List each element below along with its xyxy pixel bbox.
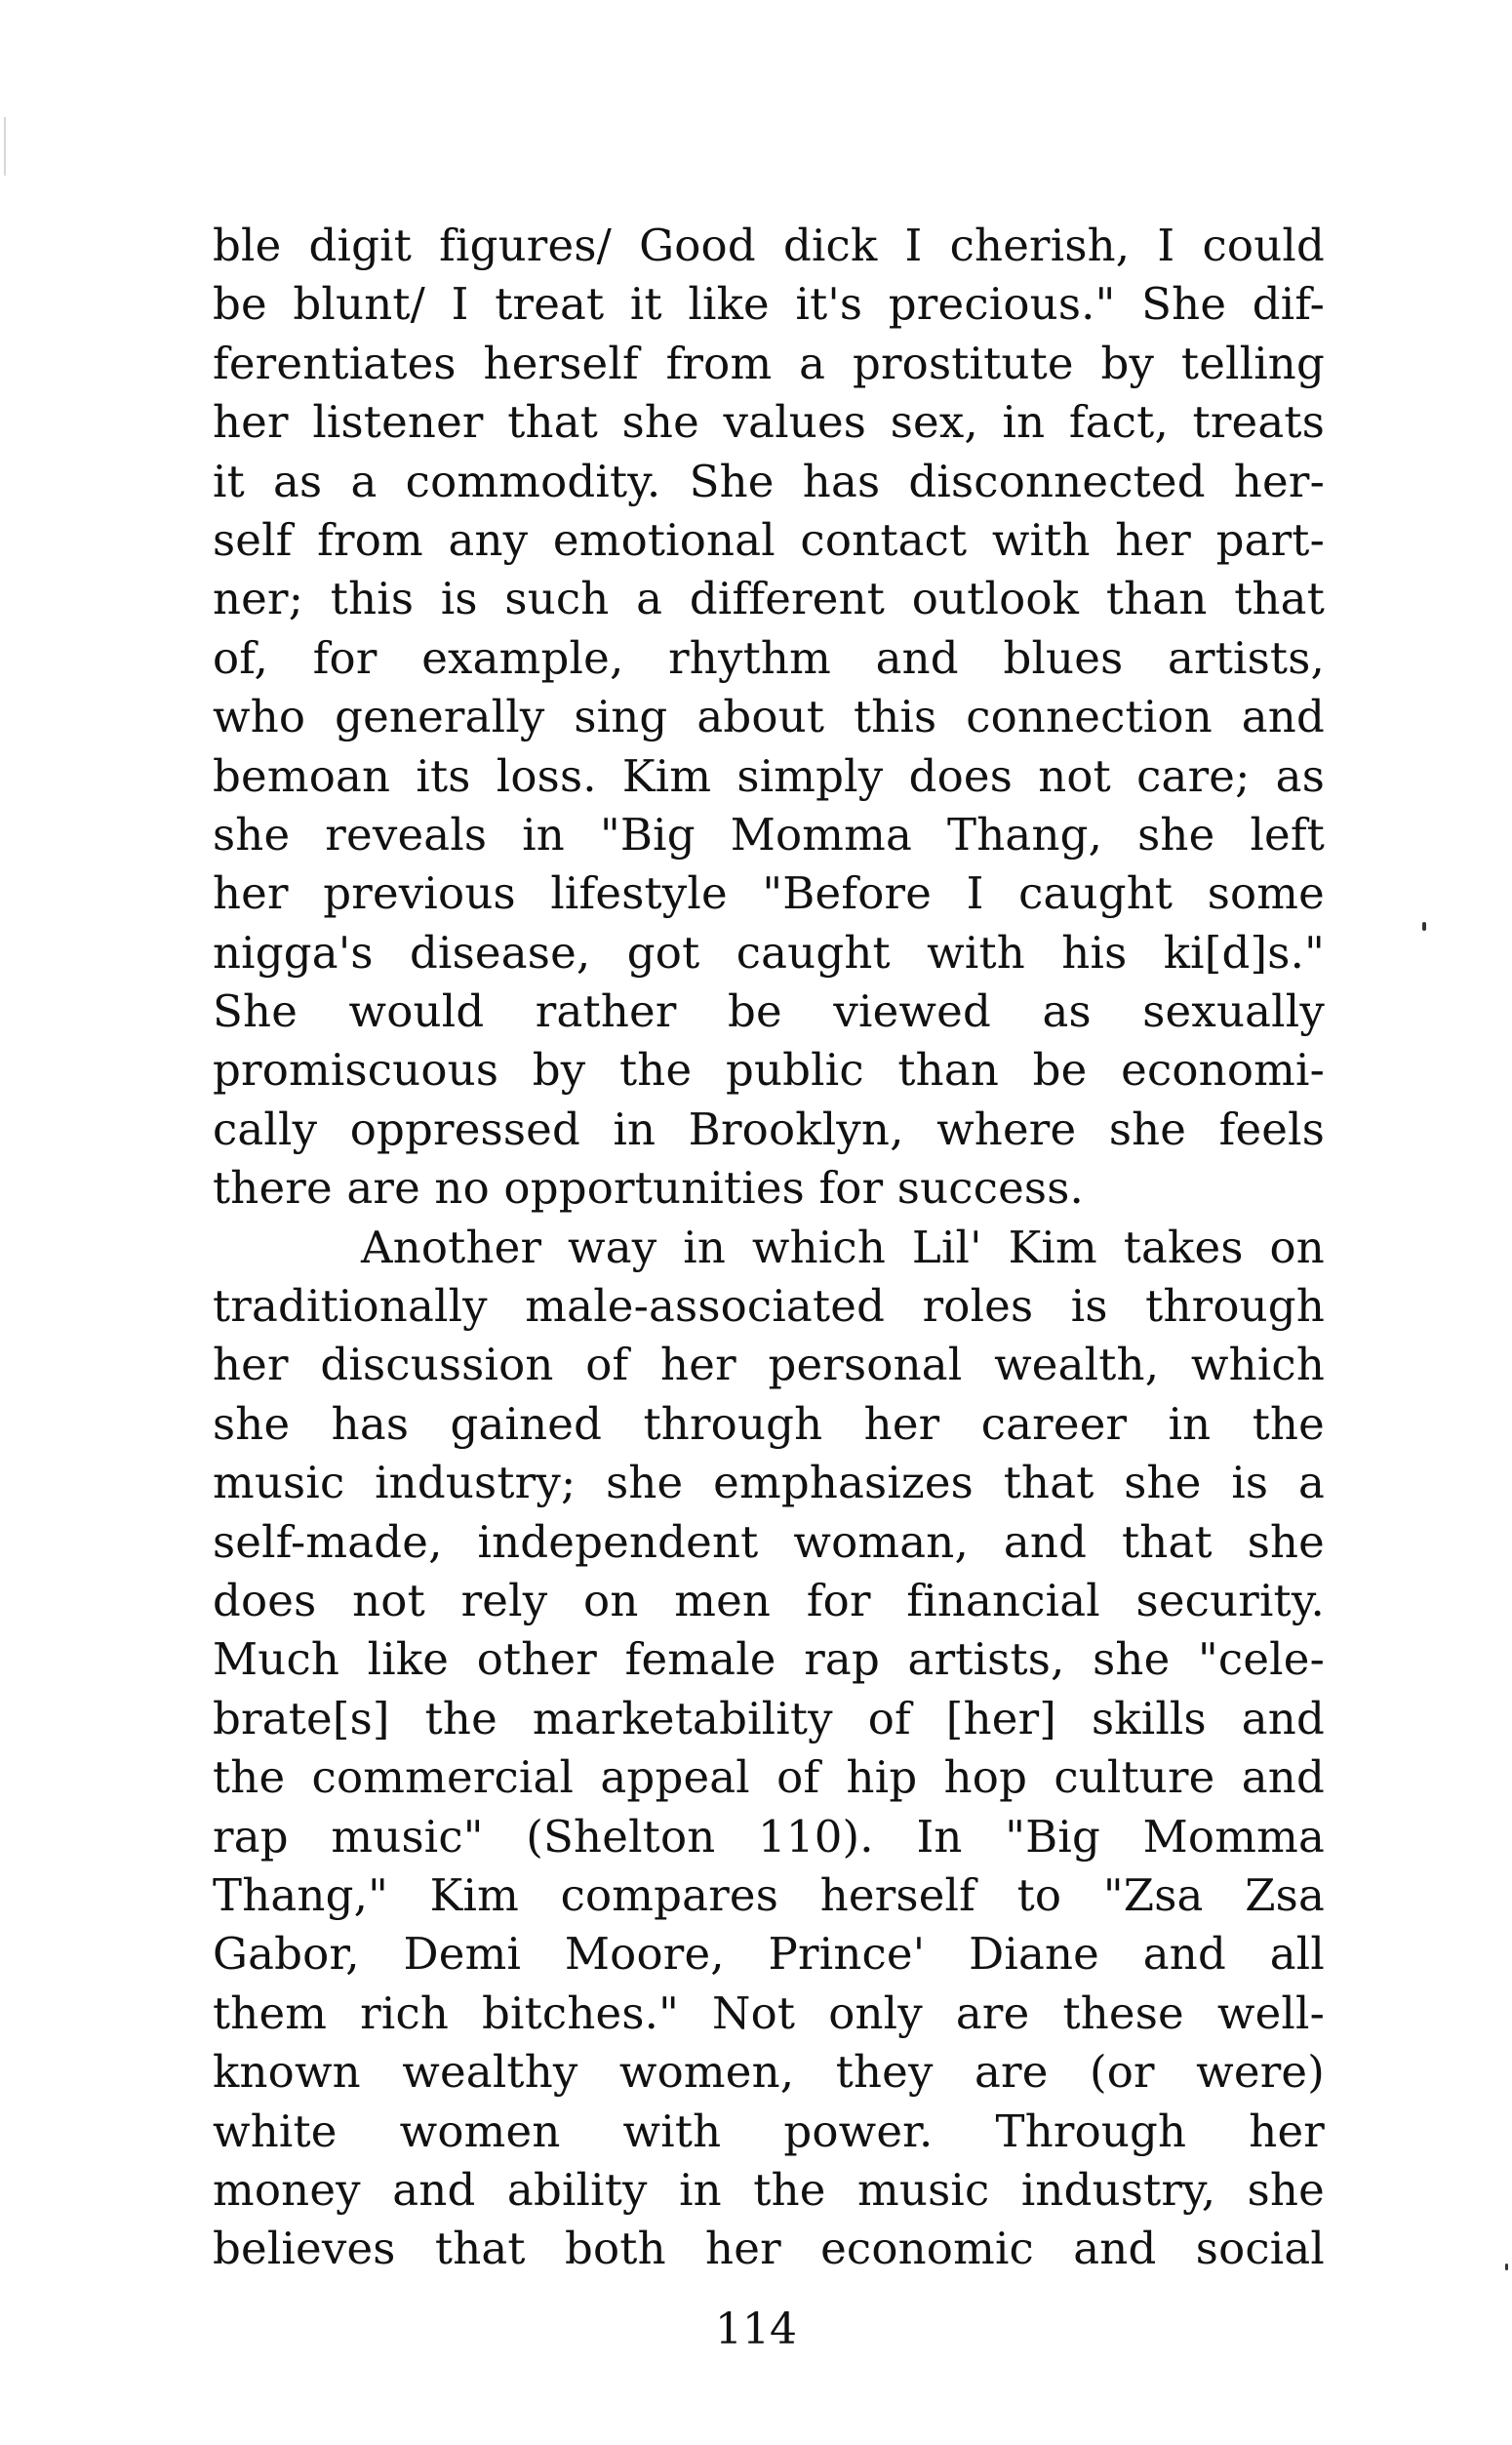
text-line: her discussion of her personal wealth, which (213, 1339, 1325, 1391)
scan-speck (1505, 2264, 1508, 2270)
text-line: believes that both her economic and social (213, 2223, 1325, 2275)
text-line: Thang," Kim compares herself to "Zsa Zsa (213, 1868, 1325, 1921)
text-line: white women with power. Through her (213, 2104, 1325, 2157)
text-line: She would rather be viewed as sexually (213, 985, 1325, 1038)
text-line: nigga's disease, got caught with his ki[d]s." (213, 926, 1325, 979)
paragraph-start-line: Another way in which Lil' Kim takes on (361, 1221, 1325, 1273)
text-line: her listener that she values sex, in fact, treats (213, 396, 1325, 449)
text-line: money and ability in the music industry, she (213, 2163, 1325, 2216)
text-line: there are no opportunities for success. (213, 1162, 1085, 1215)
text-line: cally oppressed in Brooklyn, where she feels (213, 1102, 1325, 1155)
text-line: known wealthy women, they are (or were) (213, 2046, 1325, 2099)
text-line: it as a commodity. She has disconnected her- (213, 455, 1325, 507)
text-line: be blunt/ I treat it like it's precious." She dif- (213, 278, 1325, 331)
text-line: self-made, independent woman, and that she (213, 1515, 1325, 1568)
text-line: bemoan its loss. Kim simply does not care; as (213, 749, 1325, 802)
text-line: brate[s] the marketability of [her] skills and (213, 1692, 1325, 1744)
text-line: does not rely on men for financial security. (213, 1574, 1325, 1626)
text-line: ner; this is such a different outlook than that (213, 573, 1325, 625)
text-line: them rich bitches." Not only are these well- (213, 1986, 1325, 2039)
page-number: 114 (715, 2305, 797, 2354)
text-line: rap music" (Shelton 110). In "Big Momma (213, 1810, 1325, 1863)
text-line: she has gained through her career in the (213, 1397, 1325, 1450)
text-line: traditionally male-associated roles is through (213, 1280, 1325, 1333)
text-line: Much like other female rap artists, she "cele- (213, 1633, 1325, 1686)
body-text (213, 217, 1325, 2279)
scan-edge-mark (4, 117, 6, 176)
text-line: ferentiates herself from a prostitute by telling (213, 337, 1325, 389)
text-line: her previous lifestyle "Before I caught some (213, 867, 1325, 920)
text-line: who generally sing about this connection and (213, 691, 1325, 743)
text-line: she reveals in "Big Momma Thang, she left (213, 808, 1325, 861)
scan-speck (1422, 922, 1426, 931)
text-line: of, for example, rhythm and blues artists, (213, 631, 1325, 684)
text-line: self from any emotional contact with her part- (213, 513, 1325, 566)
text-line: promiscuous by the public than be economi- (213, 1044, 1325, 1097)
text-line: music industry; she emphasizes that she is a (213, 1457, 1325, 1509)
text-line: Gabor, Demi Moore, Prince' Diane and all (213, 1928, 1325, 1981)
text-line: the commercial appeal of hip hop culture and (213, 1751, 1325, 1804)
text-line: ble digit figures/ Good dick I cherish, I could (213, 220, 1325, 271)
